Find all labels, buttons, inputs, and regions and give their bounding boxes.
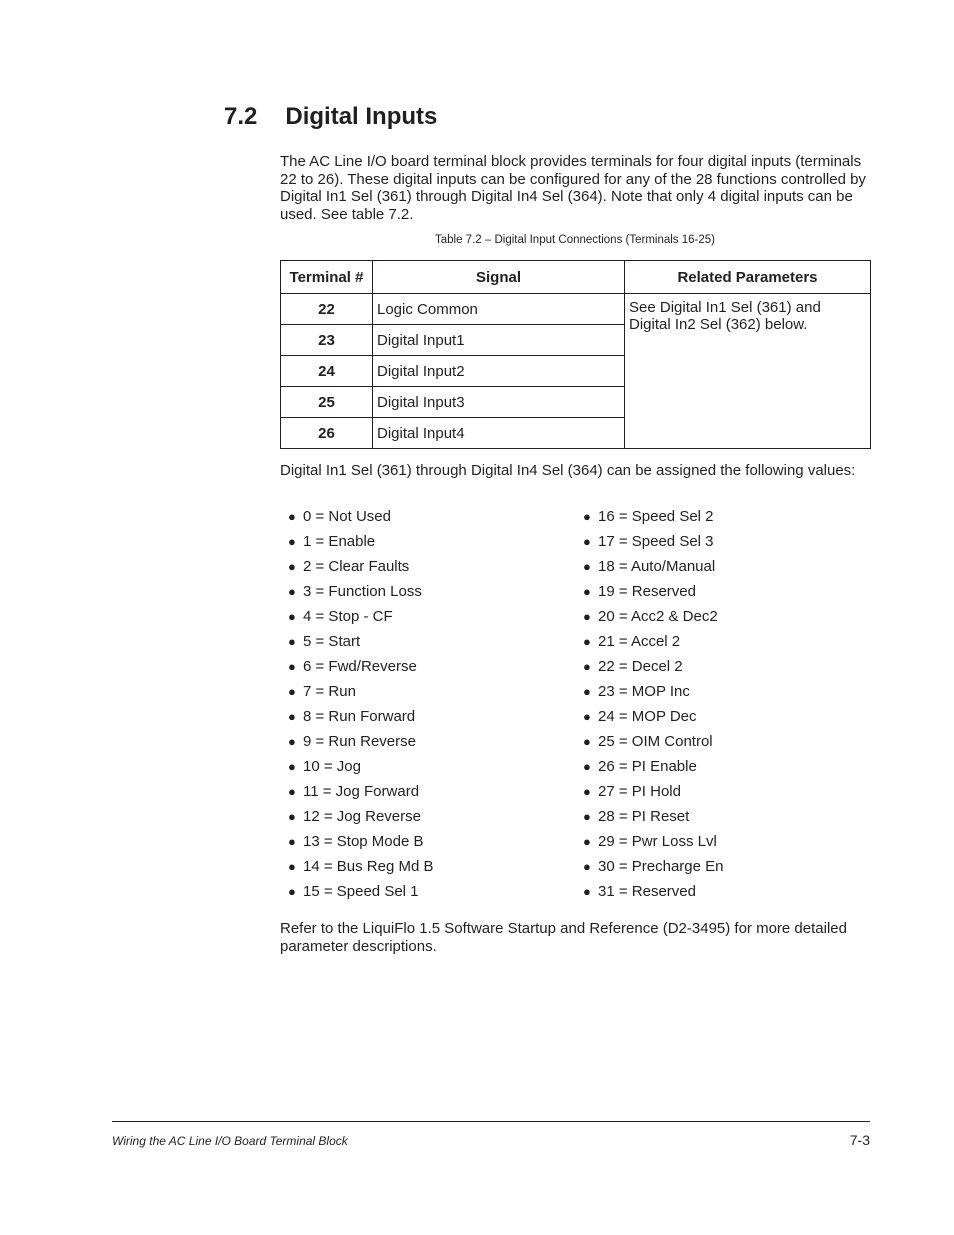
bullet-icon: ● — [583, 609, 591, 624]
list-item-text: 9 = Run Reverse — [303, 733, 416, 750]
list-item-text: 26 = PI Enable — [598, 758, 697, 775]
bullet-icon: ● — [583, 884, 591, 899]
table-row — [281, 294, 871, 325]
bullet-icon: ● — [288, 634, 296, 649]
bullet-icon: ● — [288, 684, 296, 699]
list-item-text: 11 = Jog Forward — [303, 783, 420, 800]
table-header-row — [281, 261, 871, 294]
list-item — [288, 832, 434, 857]
bullet-icon: ● — [288, 509, 296, 524]
list-item — [288, 607, 434, 632]
list-item — [288, 632, 434, 657]
list-item-text: 28 = PI Reset — [598, 808, 690, 825]
bullet-icon: ● — [583, 534, 591, 549]
values-list-left — [288, 507, 434, 907]
terminal-cell: 22 — [281, 294, 373, 325]
bullet-icon: ● — [288, 659, 296, 674]
digital-input-table — [280, 260, 871, 449]
bullet-icon: ● — [288, 559, 296, 574]
list-item — [288, 807, 434, 832]
signal-cell: Digital Input1 — [373, 325, 625, 356]
header-related-parameters: Related Parameters — [625, 261, 871, 294]
list-item-text: 5 = Start — [303, 633, 361, 650]
bullet-icon: ● — [583, 784, 591, 799]
signal-cell: Digital Input4 — [373, 418, 625, 449]
list-item-text: 17 = Speed Sel 3 — [598, 533, 714, 550]
list-item — [583, 857, 724, 882]
list-item-text: 1 = Enable — [303, 533, 376, 550]
table-caption: Table 7.2 – Digital Input Connections (Terminals 16-25) — [435, 234, 715, 246]
list-item — [288, 857, 434, 882]
page-number: 7-3 — [849, 1132, 870, 1148]
bullet-icon: ● — [583, 834, 591, 849]
list-item — [583, 532, 724, 557]
intro-paragraph: The AC Line I/O board terminal block provides terminals for four digital inputs (terminals 22 to 26). These digital inputs can be configured for any of the 28 functions controlled by Digital In1 Sel (361) through Digital In4 Sel (364). Note that only 4 digital inputs can be used. See table 7.2. — [280, 153, 866, 223]
bullet-icon: ● — [288, 784, 296, 799]
bullet-icon: ● — [288, 534, 296, 549]
list-item-text: 21 = Accel 2 — [598, 633, 681, 650]
terminal-cell: 25 — [281, 387, 373, 418]
list-item-text: 24 = MOP Dec — [598, 708, 697, 725]
footer-divider — [112, 1121, 870, 1122]
closing-paragraph: Refer to the LiquiFlo 1.5 Software Startup and Reference (D2-3495) for more detailed parameter descriptions. — [280, 920, 847, 955]
list-item-text: 25 = OIM Control — [598, 733, 713, 750]
list-item-text: 3 = Function Loss — [303, 583, 422, 600]
signal-cell: Digital Input3 — [373, 387, 625, 418]
list-item — [288, 732, 434, 757]
bullet-icon: ● — [583, 709, 591, 724]
list-item-text: 18 = Auto/Manual — [598, 558, 716, 575]
list-item — [288, 707, 434, 732]
list-item — [583, 882, 724, 907]
list-item — [583, 707, 724, 732]
bullet-icon: ● — [583, 634, 591, 649]
list-item-text: 22 = Decel 2 — [598, 658, 683, 675]
list-item-text: 4 = Stop - CF — [303, 608, 393, 625]
list-item — [288, 782, 434, 807]
header-signal: Signal — [373, 261, 625, 294]
list-item — [288, 582, 434, 607]
list-item-text: 30 = Precharge En — [598, 858, 724, 875]
list-item-text: 7 = Run — [303, 683, 356, 700]
bullet-icon: ● — [583, 659, 591, 674]
bullet-icon: ● — [288, 609, 296, 624]
list-item — [583, 607, 724, 632]
list-item-text: 31 = Reserved — [598, 883, 696, 900]
list-item-text: 8 = Run Forward — [303, 708, 416, 725]
bullet-icon: ● — [583, 809, 591, 824]
list-item-text: 6 = Fwd/Reverse — [303, 658, 417, 675]
list-item-text: 27 = PI Hold — [598, 783, 681, 800]
list-item-text: 19 = Reserved — [598, 583, 696, 600]
list-item-text: 20 = Acc2 & Dec2 — [598, 608, 718, 625]
bullet-icon: ● — [288, 884, 296, 899]
list-item-text: 2 = Clear Faults — [303, 558, 410, 575]
list-item — [583, 782, 724, 807]
list-item — [583, 732, 724, 757]
bullet-icon: ● — [583, 559, 591, 574]
list-item — [288, 682, 434, 707]
list-item-text: 15 = Speed Sel 1 — [303, 883, 419, 900]
list-item-text: 12 = Jog Reverse — [303, 808, 421, 825]
list-item — [583, 557, 724, 582]
signal-cell: Digital Input2 — [373, 356, 625, 387]
bullet-icon: ● — [583, 584, 591, 599]
list-item — [288, 557, 434, 582]
list-item — [288, 657, 434, 682]
list-item — [288, 507, 434, 532]
values-intro-paragraph: Digital In1 Sel (361) through Digital In4 Sel (364) can be assigned the following values: — [280, 462, 856, 479]
bullet-icon: ● — [288, 759, 296, 774]
bullet-icon: ● — [583, 759, 591, 774]
bullet-icon: ● — [288, 584, 296, 599]
list-item — [288, 757, 434, 782]
bullet-icon: ● — [288, 834, 296, 849]
list-item-text: 14 = Bus Reg Md B — [303, 858, 434, 875]
list-item — [583, 657, 724, 682]
bullet-icon: ● — [288, 809, 296, 824]
terminal-cell: 23 — [281, 325, 373, 356]
list-item — [583, 682, 724, 707]
list-item — [583, 832, 724, 857]
bullet-icon: ● — [288, 709, 296, 724]
list-item — [288, 532, 434, 557]
list-item — [583, 807, 724, 832]
related-parameters-cell: See Digital In1 Sel (361) and Digital In2 Sel (362) below. — [625, 294, 871, 449]
bullet-icon: ● — [583, 734, 591, 749]
signal-cell: Logic Common — [373, 294, 625, 325]
list-item — [583, 632, 724, 657]
list-item — [583, 507, 724, 532]
bullet-icon: ● — [583, 859, 591, 874]
values-list-right — [583, 507, 724, 907]
bullet-icon: ● — [288, 734, 296, 749]
footer-chapter-title: Wiring the AC Line I/O Board Terminal Block — [112, 1134, 348, 1148]
list-item-text: 0 = Not Used — [303, 508, 391, 525]
bullet-icon: ● — [288, 859, 296, 874]
section-number: 7.2 — [224, 103, 258, 130]
list-item-text: 23 = MOP Inc — [598, 683, 690, 700]
bullet-icon: ● — [583, 509, 591, 524]
terminal-cell: 26 — [281, 418, 373, 449]
list-item-text: 13 = Stop Mode B — [303, 833, 424, 850]
bullet-icon: ● — [583, 684, 591, 699]
section-title: Digital Inputs — [285, 103, 438, 130]
list-item-text: 10 = Jog — [303, 758, 361, 775]
list-item — [288, 882, 434, 907]
section-heading — [224, 103, 437, 131]
header-terminal: Terminal # — [281, 261, 373, 294]
terminal-cell: 24 — [281, 356, 373, 387]
list-item — [583, 582, 724, 607]
list-item-text: 29 = Pwr Loss Lvl — [598, 833, 717, 850]
list-item-text: 16 = Speed Sel 2 — [598, 508, 714, 525]
list-item — [583, 757, 724, 782]
